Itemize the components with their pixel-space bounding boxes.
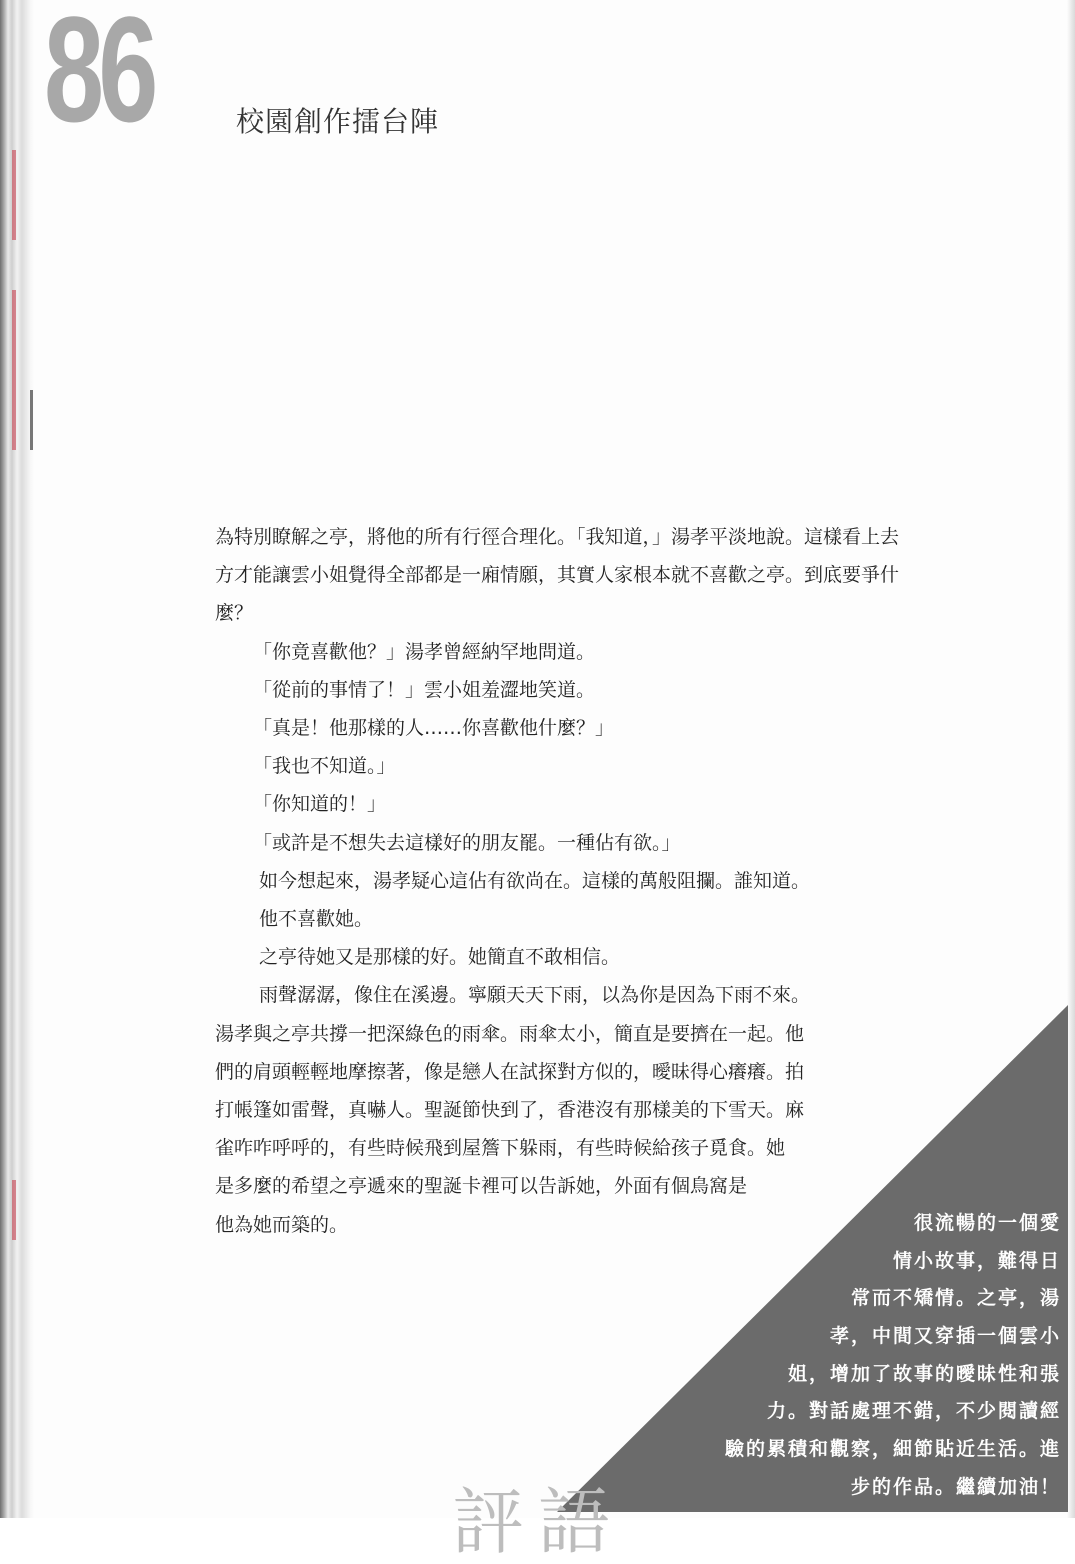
paragraph-line: 他為她而築的。 bbox=[215, 1213, 349, 1236]
review-line: 很流暢的一個愛 bbox=[913, 1212, 1061, 1234]
review-label: 評語 bbox=[452, 1480, 625, 1564]
paragraph: 為特別瞭解之亭，將他的所有行徑合理化。「我知道，」湯孝平淡地說。這樣看上去方才能讓雲小姐覺得全部都是一廂情願，其實人家根本就不喜歡之亭。到底要爭什麼？ bbox=[215, 526, 900, 625]
review-line: 驗的累積和觀察，細節貼近生活。進 bbox=[724, 1438, 1061, 1461]
review-line: 孝，中間又穿插一個雲小 bbox=[829, 1325, 1061, 1348]
paragraph-line: 雨聲潺潺，像住在溪邊。寧願天天下雨，以為你是因為下雨不來。 bbox=[259, 984, 811, 1007]
paragraph-line: 湯孝與之亭共撐一把深綠色的雨傘。雨傘太小，簡直是要擠在一起。他 bbox=[215, 1022, 805, 1045]
section-title: 校園創作擂台陣 bbox=[236, 105, 440, 138]
page-number: 86 bbox=[44, 0, 153, 153]
review-line: 常而不矯情。之亭，湯 bbox=[850, 1287, 1061, 1310]
paragraph: 「真是！他那樣的人……你喜歡他什麼？」 bbox=[253, 717, 615, 740]
paragraph-line: 雀咋咋呼呼的，有些時候飛到屋簷下躲雨，有些時候給孩子覓食。她 bbox=[215, 1137, 786, 1160]
review-line: 姐，增加了故事的曖昧性和張 bbox=[787, 1362, 1061, 1385]
paragraph: 他不喜歡她。 bbox=[259, 908, 374, 931]
review-line: 力。對話處理不錯，不少閱讀經 bbox=[766, 1400, 1061, 1423]
paragraph: 「你知道的！」 bbox=[253, 793, 387, 816]
review-line: 步的作品。繼續加油！ bbox=[850, 1475, 1061, 1498]
paragraph: 「你竟喜歡他？」湯孝曾經納罕地問道。 bbox=[253, 640, 596, 663]
paragraph: 之亭待她又是那樣的好。她簡直不敢相信。 bbox=[259, 946, 621, 969]
review-text bbox=[641, 1205, 1061, 1507]
paragraph: 如今想起來，湯孝疑心這佔有欲尚在。這樣的萬般阻攔。誰知道。 bbox=[259, 869, 811, 892]
paragraph: 「或許是不想失去這樣好的朋友罷。一種佔有欲。」 bbox=[253, 831, 681, 854]
paragraph-line: 們的肩頭輕輕地摩擦著，像是戀人在試探對方似的，曖昧得心癢癢。拍 bbox=[215, 1060, 805, 1083]
paragraph-line: 是多麼的希望之亭遞來的聖誕卡裡可以告訴她，外面有個鳥窩是 bbox=[215, 1175, 748, 1198]
paragraph: 「從前的事情了！」雲小姐羞澀地笑道。 bbox=[253, 678, 596, 701]
paragraph: 「我也不知道。」 bbox=[253, 755, 396, 778]
review-line: 情小故事，難得日 bbox=[892, 1249, 1061, 1272]
paragraph-line: 打帳篷如雷聲，真嚇人。聖誕節快到了，香港沒有那樣美的下雪天。麻 bbox=[215, 1099, 805, 1122]
